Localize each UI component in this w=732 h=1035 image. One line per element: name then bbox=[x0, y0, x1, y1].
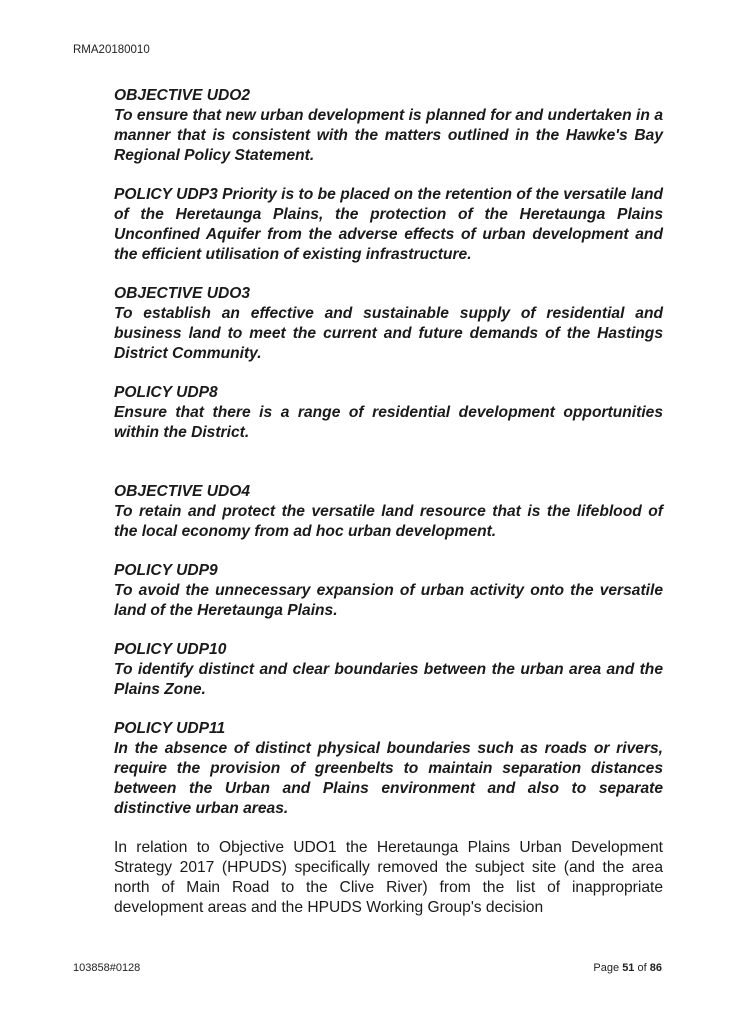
document-body bbox=[114, 86, 663, 918]
section-text: To ensure that new urban development is planned for and undertaken in a manner that is consistent with the matters outlined in the Hawke's Bay Regional Policy Statement. bbox=[114, 107, 663, 164]
section-heading: POLICY UDP8 bbox=[114, 384, 218, 401]
objective-udo3 bbox=[114, 284, 663, 364]
page-total: 86 bbox=[649, 962, 662, 974]
section-text: To establish an effective and sustainable supply of residential and business land to meet the current and future demands of the Hastings District Community. bbox=[114, 305, 663, 362]
section-heading: POLICY UDP9 bbox=[114, 562, 218, 579]
section-text: To retain and protect the versatile land resource that is the lifeblood of the local economy from ad hoc urban development. bbox=[114, 503, 663, 540]
policy-udp8 bbox=[114, 383, 663, 443]
section-text: In the absence of distinct physical boundaries such as roads or rivers, require the provision of greenbelts to maintain separation distances between the Urban and Plains environment and also to separate distinctive urban areas. bbox=[114, 740, 663, 817]
document-number: 103858#0128 bbox=[73, 962, 141, 974]
section-heading: OBJECTIVE UDO4 bbox=[114, 483, 251, 500]
document-reference: RMA20180010 bbox=[73, 44, 150, 56]
section-text: POLICY UDP3 Priority is to be placed on the retention of the versatile land of the Heretaunga Plains, the protection of the Heretaunga Plains Unconfined Aquifer from the adverse effects of urban development and the efficient utilisation of existing infrastructure. bbox=[114, 186, 663, 263]
objective-udo4 bbox=[114, 482, 663, 542]
page-of: of bbox=[637, 962, 647, 974]
policy-udp3 bbox=[114, 185, 663, 265]
policy-udp10 bbox=[114, 640, 663, 700]
section-heading: POLICY UDP11 bbox=[114, 720, 226, 737]
objective-udo2 bbox=[114, 86, 663, 166]
page-current: 51 bbox=[622, 962, 635, 974]
page-indicator bbox=[593, 962, 662, 974]
section-text: Ensure that there is a range of residential development opportunities within the District. bbox=[114, 404, 663, 441]
section-heading: OBJECTIVE UDO3 bbox=[114, 285, 251, 302]
section-text: To avoid the unnecessary expansion of urban activity onto the versatile land of the Heretaunga Plains. bbox=[114, 582, 663, 619]
section-heading: OBJECTIVE UDO2 bbox=[114, 87, 251, 104]
policy-udp9 bbox=[114, 561, 663, 621]
section-heading: POLICY UDP10 bbox=[114, 641, 227, 658]
body-paragraph: In relation to Objective UDO1 the Heretaunga Plains Urban Development Strategy 2017 (HPUDS) specifically removed the subject site (and the area north of Main Road to the Clive River) from the list of inappropriate development areas and the HPUDS Working Group's decision bbox=[114, 839, 663, 916]
page-label: Page bbox=[593, 962, 620, 974]
policy-udp11 bbox=[114, 719, 663, 819]
section-text: To identify distinct and clear boundaries between the urban area and the Plains Zone. bbox=[114, 661, 663, 698]
